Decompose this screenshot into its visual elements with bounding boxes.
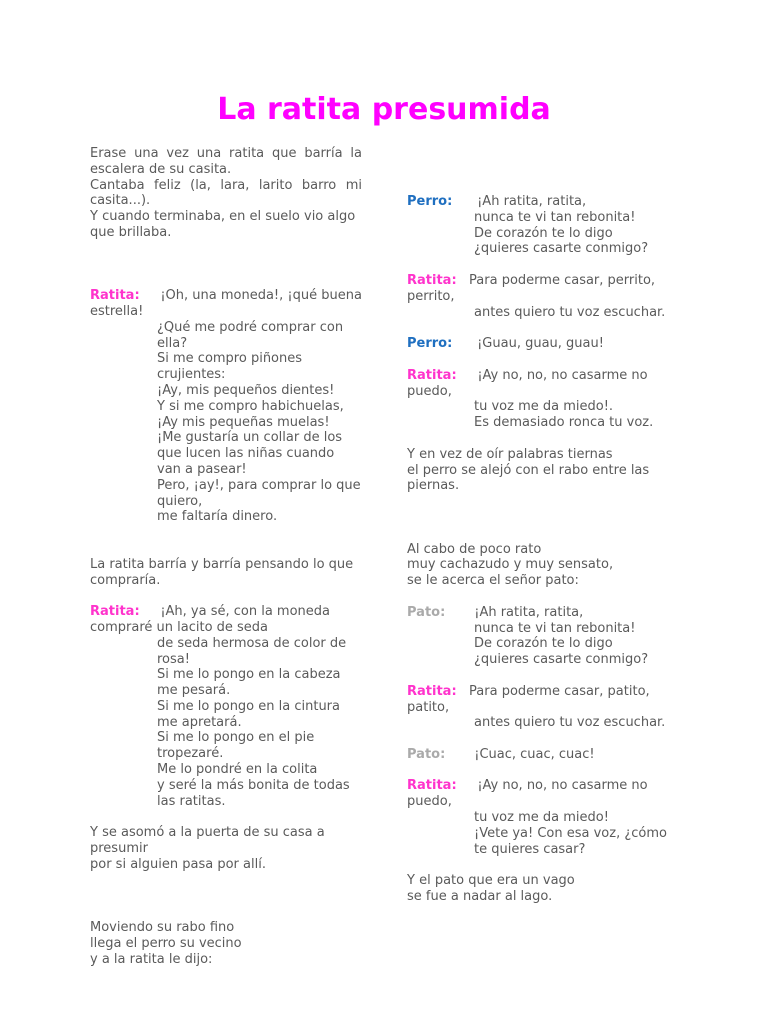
narration-paragraph: Erase una vez una ratita que barría la escalera de su casita. — [90, 146, 362, 177]
speaker-ratita: Ratita: — [407, 683, 457, 699]
dialogue-line: Pero, ¡ay!, para comprar lo que quiero, — [157, 477, 361, 509]
dialogue-line — [407, 747, 672, 763]
dialogue-line: Si me lo pongo en la cabeza me pesará. — [157, 667, 341, 699]
dialogue-line — [407, 684, 672, 716]
narration-paragraph: Y cuando terminaba, en el suelo vio algo que brillaba. — [90, 209, 356, 240]
speaker-ratita: Ratita: — [407, 272, 457, 288]
page-title: La ratita presumida — [217, 92, 551, 127]
dialogue-line: ¡Me gustaría un collar de los que lucen las niñas cuando van a pasear! — [157, 430, 343, 477]
dialogue-line: De corazón te lo digo — [474, 636, 613, 652]
dialogue-line: ¡Ay, mis pequeños dientes! — [157, 382, 335, 398]
narration-paragraph: muy cachazudo y muy sensato, — [407, 557, 614, 573]
narration-paragraph: y a la ratita le dijo: — [90, 951, 213, 967]
dialogue-line: Si me lo pongo en la cintura me apretará. — [157, 698, 340, 730]
narration-paragraph: Al cabo de poco rato — [407, 541, 542, 557]
dialogue-text: ¡Ah ratita, ratita, — [477, 194, 587, 209]
dialogue-line: Si me lo pongo en el pie tropezaré. — [157, 730, 315, 762]
dialogue-line: ¿quieres casarte conmigo? — [474, 652, 649, 668]
dialogue-line: ¡Ay mis pequeñas muelas! — [157, 414, 330, 430]
dialogue-line: ¡Vete ya! Con esa voz, ¿cómo te quieres casar? — [474, 825, 667, 857]
dialogue-line: y seré la más bonita de todas las ratitas. — [157, 777, 350, 809]
narration-paragraph: se le acerca el señor pato: — [407, 573, 579, 589]
dialogue-text: ¡Ay no, no, no casarme no puedo, — [407, 778, 648, 810]
narration-paragraph: se fue a nadar al lago. — [407, 889, 553, 905]
speaker-ratita: Ratita: — [90, 604, 140, 620]
speaker-perro: Perro: — [407, 194, 453, 209]
dialogue-line — [407, 273, 672, 305]
narration-paragraph: llega el perro su vecino — [90, 935, 242, 951]
dialogue-line — [407, 605, 672, 621]
dialogue-line: Me lo pondré en la colita — [157, 762, 318, 778]
left-column — [90, 146, 362, 967]
narration-paragraph: Y en vez de oír palabras tiernas — [407, 446, 613, 462]
dialogue-text: Para poderme casar, patito, patito, — [407, 683, 650, 715]
dialogue-line: ¿quieres casarte conmigo? — [474, 241, 649, 257]
narration-paragraph: el perro se alejó con el rabo entre las piernas. — [407, 462, 650, 494]
speaker-perro: Perro: — [407, 336, 453, 352]
dialogue-line: de seda hermosa de color de rosa! — [157, 635, 347, 667]
dialogue-line: nunca te vi tan rebonita! — [474, 209, 636, 225]
narration-paragraph: por si alguien pasa por allí. — [90, 856, 266, 872]
dialogue-line: Y si me compro habichuelas, — [157, 398, 344, 414]
dialogue-line: Es demasiado ronca tu voz. — [474, 415, 654, 431]
dialogue-line: tu voz me da miedo!. — [474, 399, 614, 415]
dialogue-line: antes quiero tu voz escuchar. — [474, 715, 666, 731]
dialogue-line — [407, 778, 672, 810]
dialogue-text: ¡Ay no, no, no casarme no puedo, — [407, 367, 648, 399]
dialogue-line: me faltaría dinero. — [157, 509, 278, 525]
dialogue-line — [90, 288, 362, 320]
speaker-pato: Pato: — [407, 746, 446, 762]
speaker-ratita: Ratita: — [90, 288, 140, 304]
narration-paragraph: Moviendo su rabo fino — [90, 920, 235, 936]
dialogue-text: ¡Ah ratita, ratita, — [474, 604, 584, 620]
dialogue-text: ¡Guau, guau, guau! — [477, 336, 604, 352]
dialogue-line: De corazón te lo digo — [474, 225, 613, 241]
dialogue-line — [90, 604, 362, 636]
narration-paragraph: La ratita barría y barría pensando lo que compraría. — [90, 556, 354, 588]
dialogue-line — [407, 368, 672, 400]
dialogue-line: ¿Qué me podré comprar con ella? — [157, 319, 344, 351]
narration-paragraph: Cantaba feliz (la, lara, larito barro mi casita...). — [90, 177, 362, 209]
dialogue-line: nunca te vi tan rebonita! — [474, 620, 636, 636]
right-column — [407, 194, 672, 905]
dialogue-line: Si me compro piñones crujientes: — [157, 351, 303, 383]
narration-paragraph: Y se asomó a la puerta de su casa a presumir — [90, 825, 325, 857]
speaker-pato: Pato: — [407, 604, 446, 620]
dialogue-line: antes quiero tu voz escuchar. — [474, 304, 666, 320]
dialogue-text: ¡Oh, una moneda!, ¡qué buena estrella! — [90, 288, 362, 319]
narration-paragraph: Y el pato que era un vago — [407, 873, 575, 889]
dialogue-text: ¡Cuac, cuac, cuac! — [474, 746, 595, 762]
dialogue-line — [407, 336, 672, 352]
dialogue-text: Para poderme casar, perrito, perrito, — [407, 272, 656, 304]
speaker-ratita: Ratita: — [407, 367, 457, 383]
speaker-ratita: Ratita: — [407, 778, 457, 794]
dialogue-line — [407, 194, 672, 210]
dialogue-text: ¡Ah, ya sé, con la moneda compraré un lacito de seda — [90, 604, 331, 635]
dialogue-line: tu voz me da miedo! — [474, 810, 609, 826]
